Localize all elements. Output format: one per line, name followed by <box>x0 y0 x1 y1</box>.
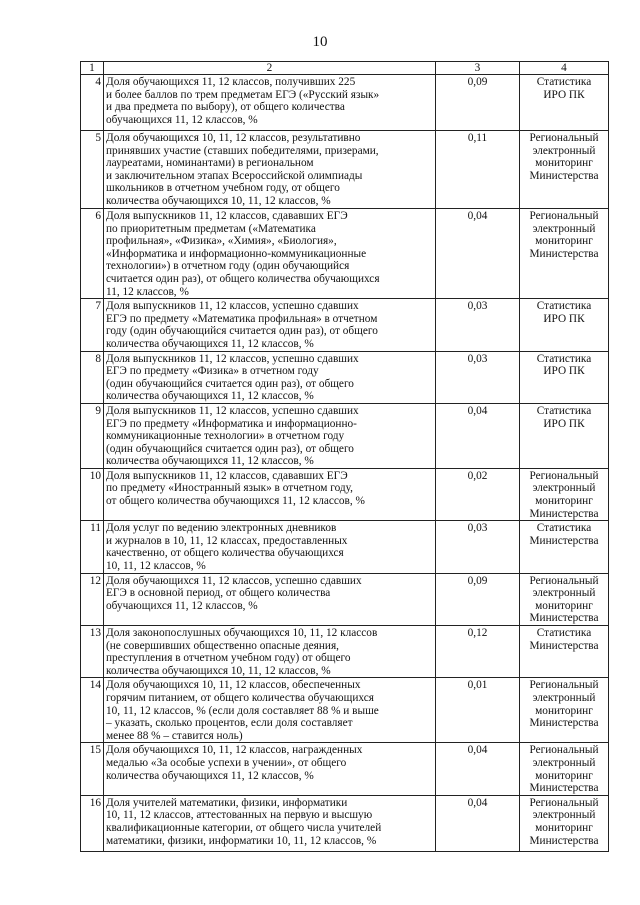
table-row <box>81 678 609 743</box>
data-source: Статистика ИРО ПК <box>520 299 609 351</box>
column-header-weight: 3 <box>436 62 520 75</box>
data-source: Статистика Министерства <box>520 521 609 573</box>
table-row <box>81 573 609 625</box>
indicator-text: Доля обучающихся 10, 11, 12 классов, результативно принявших участие (ставших победителями, призерами, лауреатами, номинантами) в региональном и заключительном этапах Всероссийской олимпиады школьников в отчетном учебном году, от общего количества обучающихся 10, 11, 12 классов, % <box>104 131 436 209</box>
indicator-text: Доля обучающихся 10, 11, 12 классов, обеспеченных горячим питанием, от общего количества обучающихся 10, 11, 12 классов, % (если доля составляет 88 % и выше – указать, сколько процентов, если доля составляет менее 88 % – ставится ноль) <box>104 678 436 743</box>
table-row <box>81 351 609 403</box>
data-source: Статистика ИРО ПК <box>520 75 609 131</box>
indicator-text: Доля обучающихся 10, 11, 12 классов, награжденных медалью «За особые успехи в учении», от общего количества обучающихся 11, 12 классов, % <box>104 743 436 795</box>
table-header-row <box>81 62 609 75</box>
row-number: 9 <box>81 403 104 468</box>
weight-value: 0,04 <box>436 403 520 468</box>
table-row <box>81 626 609 678</box>
table-row <box>81 743 609 795</box>
weight-value: 0,04 <box>436 743 520 795</box>
weight-value: 0,01 <box>436 678 520 743</box>
weight-value: 0,02 <box>436 468 520 520</box>
indicator-text: Доля выпускников 11, 12 классов, успешно сдавших ЕГЭ по предмету «Информатика и информационно- коммуникационные технологии» в отчетном году (один обучающийся считается один раз), от общего количества обучающихся 11, 12 классов, % <box>104 403 436 468</box>
table-row <box>81 521 609 573</box>
column-header-number: 1 <box>81 62 104 75</box>
column-header-indicator: 2 <box>104 62 436 75</box>
row-number: 13 <box>81 626 104 678</box>
weight-value: 0,12 <box>436 626 520 678</box>
table-row <box>81 75 609 131</box>
indicator-text: Доля учителей математики, физики, информатики 10, 11, 12 классов, аттестованных на первую и высшую квалификационные категории, от общего числа учителей математики, физики, информатики 10, 11, 12 классов, % <box>104 795 436 851</box>
weight-value: 0,09 <box>436 75 520 131</box>
weight-value: 0,09 <box>436 573 520 625</box>
table-row <box>81 403 609 468</box>
indicator-text: Доля выпускников 11, 12 классов, сдававших ЕГЭ по приоритетным предметам («Математика профильная», «Физика», «Химия», «Биология», «Информатика и информационно-коммуникационные технологии») в отчетном году (один обучающийся считается один раз), от общего количества обучающихся 11, 12 классов, % <box>104 209 436 299</box>
row-number: 15 <box>81 743 104 795</box>
indicator-text: Доля услуг по ведению электронных дневников и журналов в 10, 11, 12 классах, предоставленных качественно, от общего количества обучающихся 10, 11, 12 классов, % <box>104 521 436 573</box>
data-source: Региональный электронный мониторинг Министерства <box>520 743 609 795</box>
data-source: Статистика ИРО ПК <box>520 351 609 403</box>
table-row <box>81 209 609 299</box>
data-source: Региональный электронный мониторинг Министерства <box>520 795 609 851</box>
weight-value: 0,04 <box>436 209 520 299</box>
row-number: 8 <box>81 351 104 403</box>
table-body <box>81 75 609 852</box>
data-source: Региональный электронный мониторинг Министерства <box>520 678 609 743</box>
data-source: Региональный электронный мониторинг Министерства <box>520 131 609 209</box>
indicator-text: Доля обучающихся 11, 12 классов, получивших 225 и более баллов по трем предметам ЕГЭ («Русский язык» и два предмета по выбору), от общего количества обучающихся 11, 12 классов, % <box>104 75 436 131</box>
indicator-text: Доля обучающихся 11, 12 классов, успешно сдавших ЕГЭ в основной период, от общего количества обучающихся 11, 12 классов, % <box>104 573 436 625</box>
data-source: Статистика Министерства <box>520 626 609 678</box>
row-number: 5 <box>81 131 104 209</box>
table-row <box>81 795 609 851</box>
data-source: Статистика ИРО ПК <box>520 403 609 468</box>
weight-value: 0,03 <box>436 299 520 351</box>
row-number: 16 <box>81 795 104 851</box>
indicator-text: Доля выпускников 11, 12 классов, успешно сдавших ЕГЭ по предмету «Математика профильная» в отчетном году (один обучающийся считается один раз), от общего количества обучающихся 11, 12 классов, % <box>104 299 436 351</box>
weight-value: 0,11 <box>436 131 520 209</box>
data-source: Региональный электронный мониторинг Министерства <box>520 209 609 299</box>
page-number: 10 <box>312 34 328 50</box>
row-number: 7 <box>81 299 104 351</box>
row-number: 12 <box>81 573 104 625</box>
row-number: 4 <box>81 75 104 131</box>
row-number: 10 <box>81 468 104 520</box>
indicator-text: Доля выпускников 11, 12 классов, успешно сдавших ЕГЭ по предмету «Физика» в отчетном году (один обучающийся считается один раз), от общего количества обучающихся 11, 12 классов, % <box>104 351 436 403</box>
weight-value: 0,03 <box>436 351 520 403</box>
data-source: Региональный электронный мониторинг Министерства <box>520 468 609 520</box>
data-source: Региональный электронный мониторинг Министерства <box>520 573 609 625</box>
indicator-text: Доля выпускников 11, 12 классов, сдававших ЕГЭ по предмету «Иностранный язык» в отчетном году, от общего количества обучающихся 11, 12 классов, % <box>104 468 436 520</box>
weight-value: 0,04 <box>436 795 520 851</box>
row-number: 11 <box>81 521 104 573</box>
indicators-table <box>80 61 609 852</box>
table-row <box>81 299 609 351</box>
row-number: 6 <box>81 209 104 299</box>
column-header-source: 4 <box>520 62 609 75</box>
weight-value: 0,03 <box>436 521 520 573</box>
row-number: 14 <box>81 678 104 743</box>
table-row <box>81 468 609 520</box>
table-row <box>81 131 609 209</box>
indicator-text: Доля законопослушных обучающихся 10, 11, 12 классов (не совершивших общественно опасные деяния, преступления в отчетном учебном году) от общего количества обучающихся 10, 11, 12 классов, % <box>104 626 436 678</box>
